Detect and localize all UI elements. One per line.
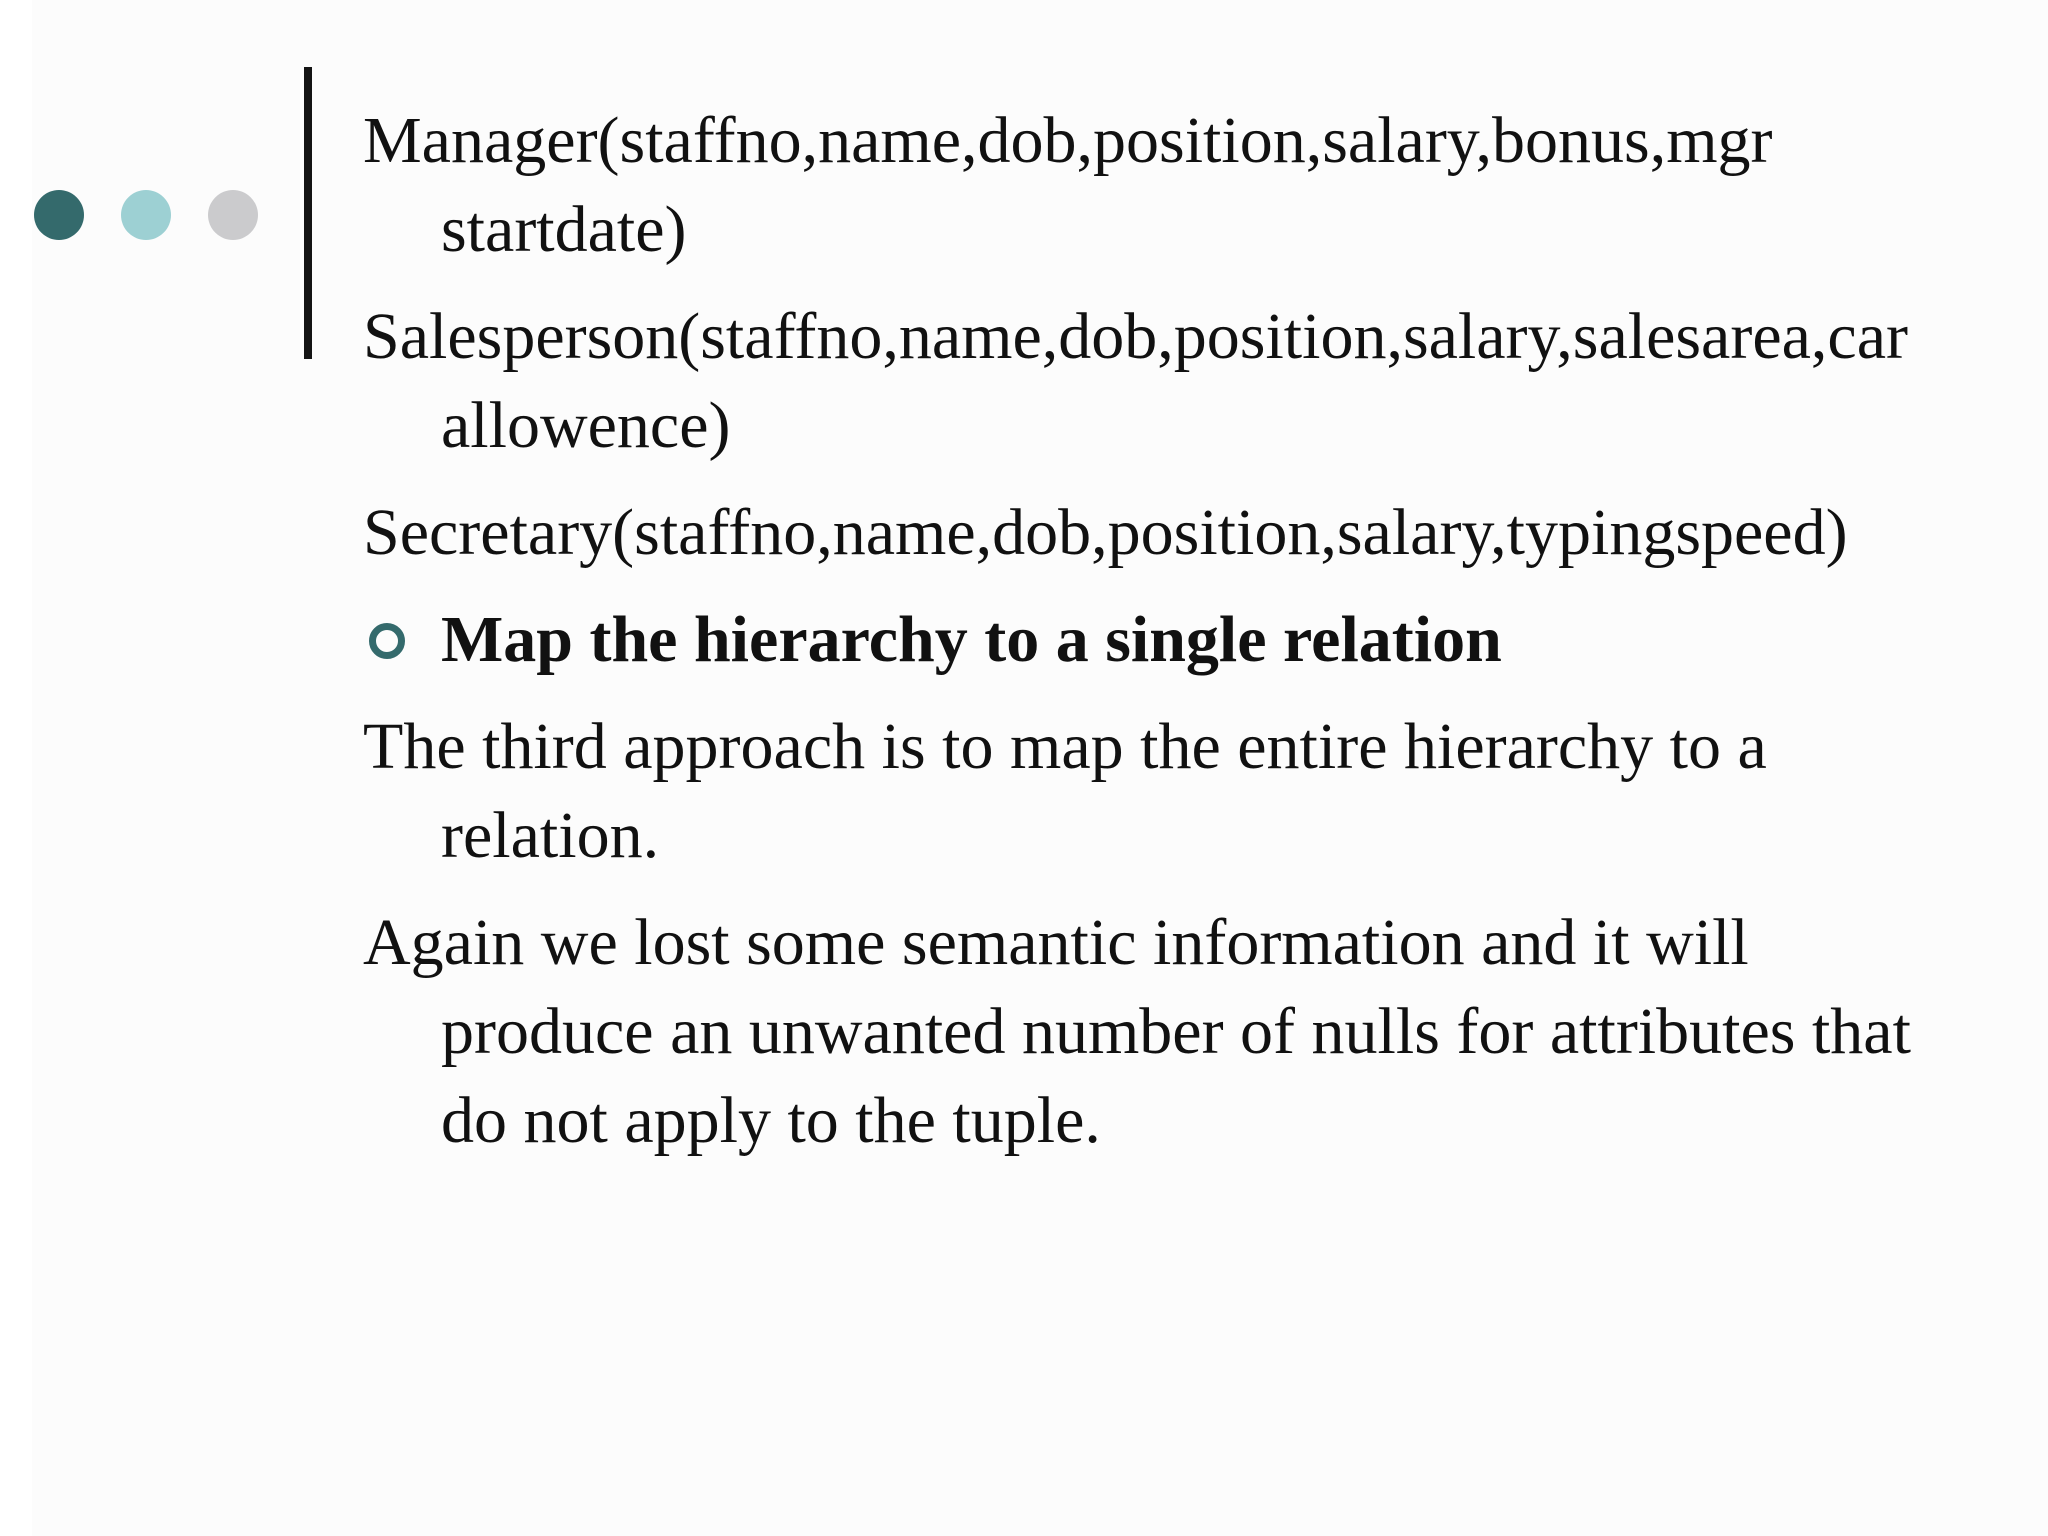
relation-manager: Manager(staffno,name,dob,position,salary,bonus,mgr startdate) [363,104,1773,266]
bullet-item [363,595,1923,684]
slide-content [363,96,1923,1183]
relation-secretary: Secretary(staffno,name,dob,position,salary,typingspeed) [363,496,1848,569]
hollow-circle-icon [369,623,405,659]
decorative-dot-dark [34,190,84,240]
slide-margin [0,0,32,1536]
decorative-dot-grey [208,190,258,240]
decorative-dot-light [121,190,171,240]
paragraph-semantic-loss: Again we lost some semantic information and it will produce an unwanted number of nulls for attributes that do not apply to the tuple. [363,906,1911,1157]
bullet-text: Map the hierarchy to a single relation [441,603,1502,676]
paragraph-third-approach: The third approach is to map the entire hierarchy to a relation. [363,710,1767,872]
relation-salesperson: Salesperson(staffno,name,dob,position,salary,salesarea,carallowence) [363,300,1908,462]
vertical-divider [304,67,312,359]
